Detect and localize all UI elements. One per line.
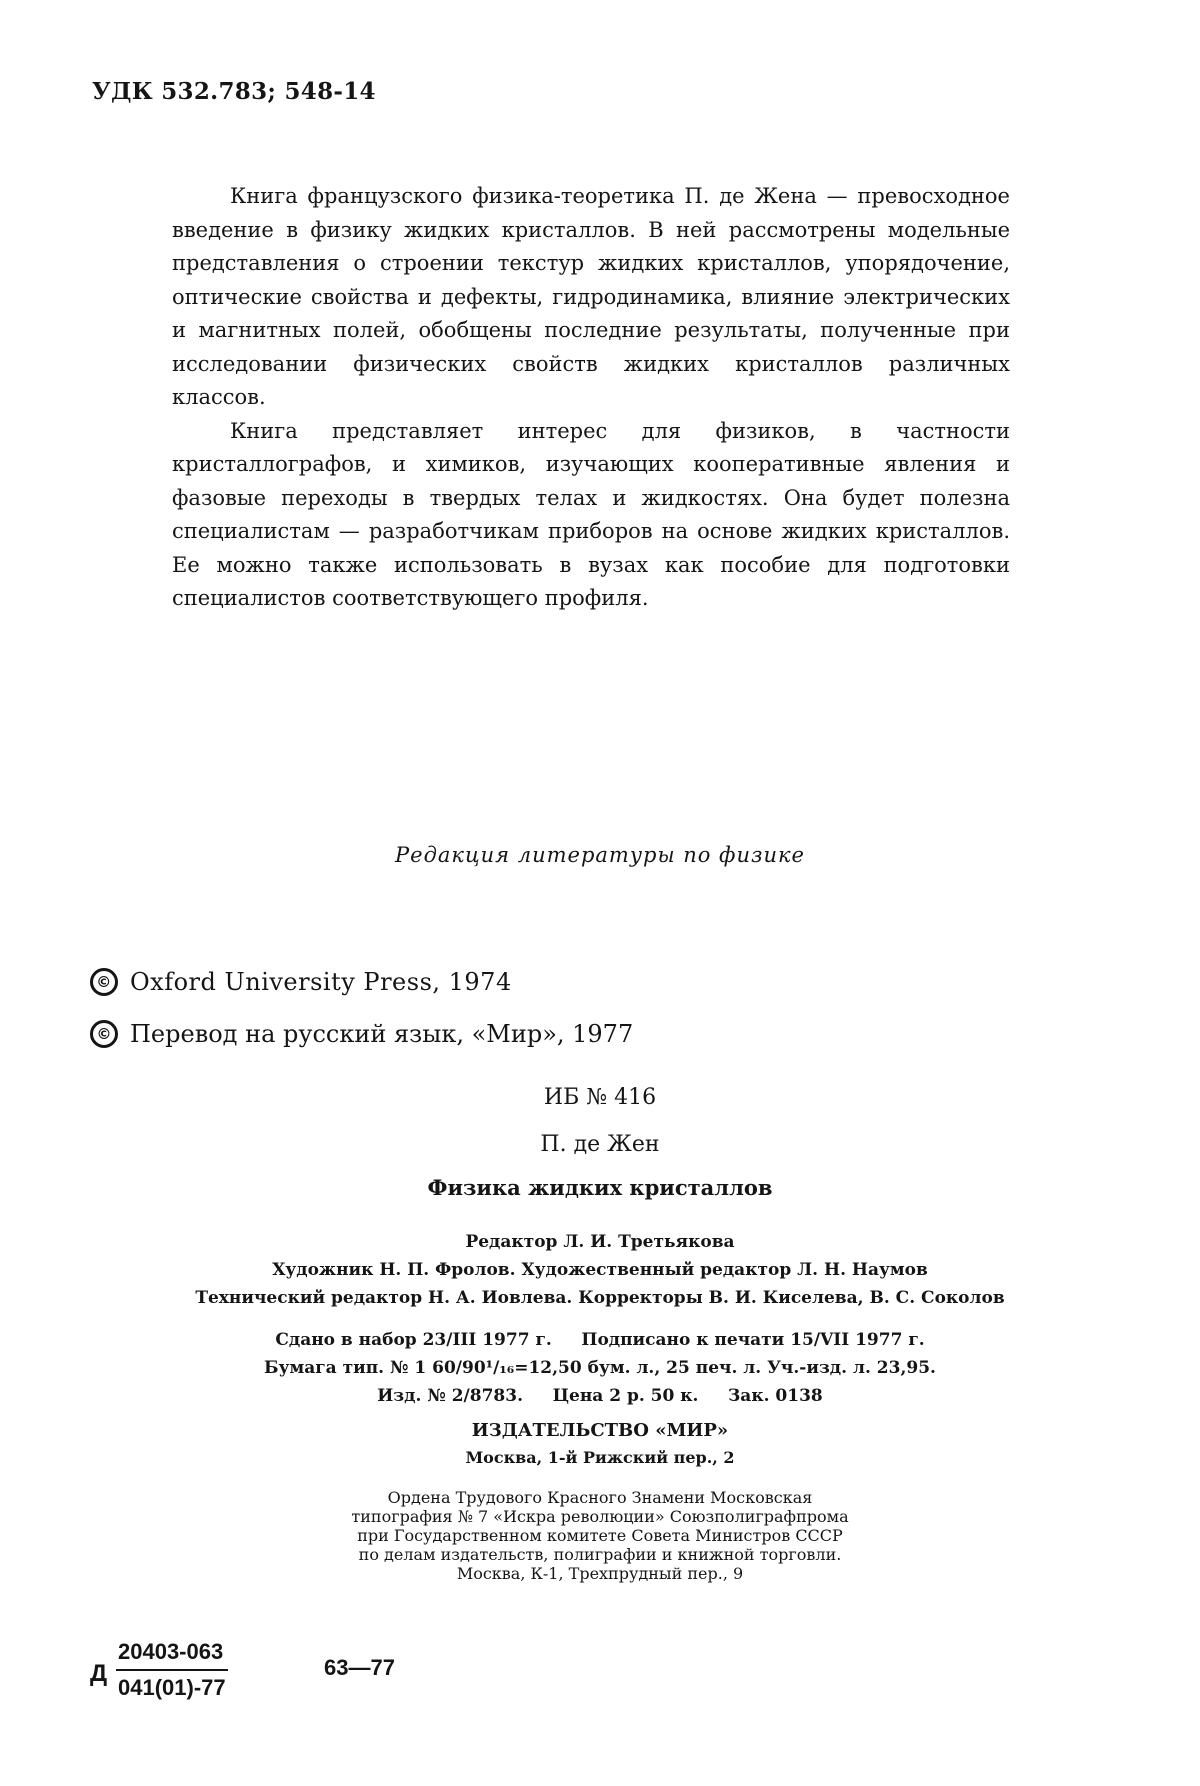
printer-line: типография № 7 «Искра революции» Союзполиграфпрома xyxy=(351,1507,849,1526)
imprint-publication-number: Изд. № 2/8783. Цена 2 р. 50 к. Зак. 0138 xyxy=(377,1386,823,1406)
printer-line: по делам издательств, полиграфии и книжной торговли. xyxy=(358,1545,842,1564)
publisher-name: ИЗДАТЕЛЬСТВО «МИР» xyxy=(471,1420,729,1441)
catalog-suffix: 63—77 xyxy=(324,1655,395,1680)
author-name: П. де Жен xyxy=(540,1132,660,1157)
printer-line: при Государственном комитете Совета Министров СССР xyxy=(357,1526,843,1545)
imprint-artist: Художник Н. П. Фролов. Художественный редактор Л. Н. Наумов xyxy=(272,1260,928,1280)
annotation-paragraph: Книга французского физика-теоретика П. де Жена — превосходное введение в физику жидких кристаллов. В ней рассмотрены модельные представления о строении текстур жидких кристаллов, упорядочение, оптические свойства и дефекты, гидродинамика, влияние электрических и магнитных полей, обобщены последние результаты, полученные при исследовании физических свойств жидких кристаллов различных классов. xyxy=(172,184,1010,409)
copyright-translation xyxy=(90,1020,633,1048)
imprint-technical-editor: Технический редактор Н. А. Иовлева. Корректоры В. И. Киселева, В. С. Соколов xyxy=(195,1288,1005,1308)
editorial-office: Редакция литературы по физике xyxy=(395,843,805,867)
copyright-icon: © xyxy=(90,968,118,996)
catalog-fraction xyxy=(116,1635,228,1705)
book-annotation xyxy=(172,180,1010,616)
imprint-dates: Сдано в набор 23/III 1977 г. Подписано к печати 15/VII 1977 г. xyxy=(275,1330,925,1350)
udk-code: УДК 532.783; 548-14 xyxy=(92,78,376,105)
copyright-original xyxy=(90,968,512,996)
printer-line: Москва, К-1, Трехпрудный пер., 9 xyxy=(456,1564,744,1583)
publisher-address: Москва, 1-й Рижский пер., 2 xyxy=(465,1448,735,1467)
copyright-original-text: Oxford University Press, 1974 xyxy=(130,968,512,996)
printing-house xyxy=(0,1488,1200,1583)
imprint-paper: Бумага тип. № 1 60/90¹/₁₆=12,50 бум. л., 25 печ. л. Уч.-изд. л. 23,95. xyxy=(264,1358,936,1378)
copyright-translation-text: Перевод на русский язык, «Мир», 1977 xyxy=(130,1020,634,1048)
catalog-denominator: 041(01)-77 xyxy=(118,1675,226,1700)
ib-number: ИБ № 416 xyxy=(543,1085,657,1110)
book-title: Физика жидких кристаллов xyxy=(427,1175,773,1200)
catalog-numerator: 20403-063 xyxy=(116,1635,228,1671)
annotation-paragraph: Книга представляет интерес для физиков, в частности кристаллографов, и химиков, изучающих кооперативные явления и фазовые переходы в твердых телах и жидкостях. Она будет полезна специалистам — разработчикам приборов на основе жидких кристаллов. Ее можно также использовать в вузах как пособие для подготовки специалистов соответствующего профиля. xyxy=(172,418,1010,610)
printer-line: Ордена Трудового Красного Знамени Московская xyxy=(387,1488,813,1507)
copyright-icon: © xyxy=(90,1020,118,1048)
imprint-editor: Редактор Л. И. Третьякова xyxy=(465,1232,735,1252)
catalog-letter: Д xyxy=(90,1660,108,1687)
